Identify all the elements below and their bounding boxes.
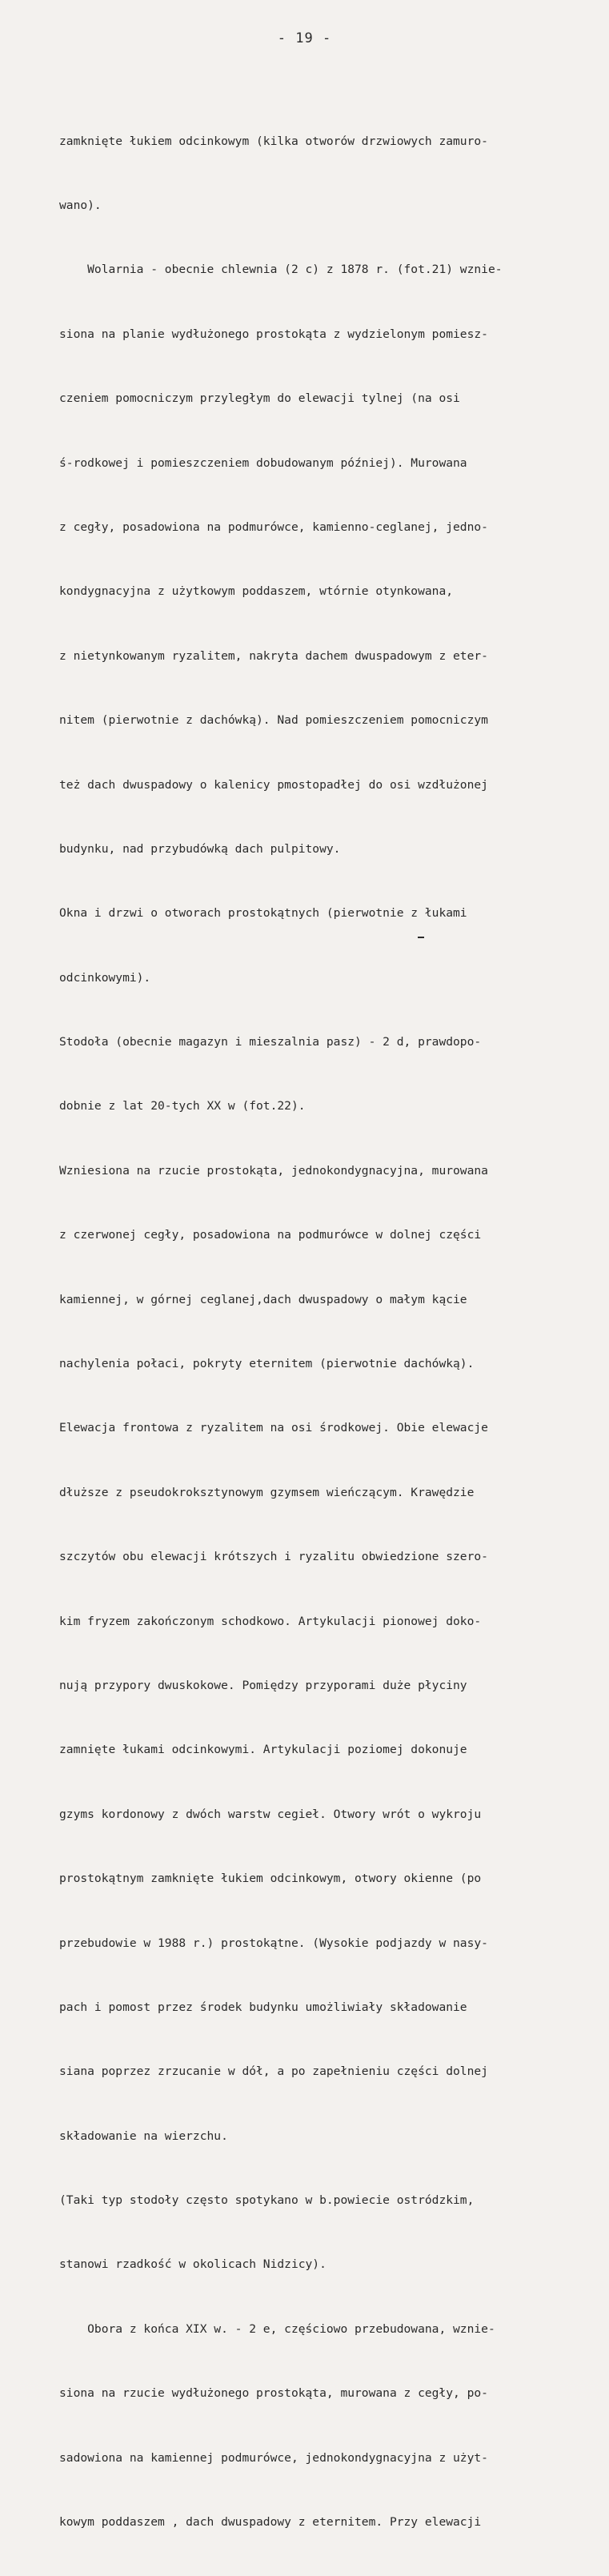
text-line: Elewacja frontowa z ryzalitem na osi środkowej. Obie elewacje	[59, 1421, 488, 1435]
text-line: Wolarnia - obecnie chlewnia (2 c) z 1878 r. (fot.21) wznie-	[59, 263, 503, 277]
text-line: Wzniesiona na rzucie prostokąta, jednokondygnacyjna, murowana	[59, 1163, 488, 1178]
text-line: kim fryzem zakończonym schodkowo. Artykulacji pionowej doko-	[59, 1614, 482, 1628]
text-line: zamknięte łukiem odcinkowym (kilka otworów drzwiowych zamuro-	[59, 134, 488, 148]
text-line: gzyms kordonowy z dwóch warstw cegieł. Otwory wrót o wykroju	[59, 1807, 482, 1821]
text-line: prostokątnym zamknięte łukiem odcinkowym, otwory okienne (po	[59, 1872, 482, 1886]
scan-mark	[418, 937, 424, 938]
text-line: też dach dwuspadowy o kalenicy pmostopadłej do osi wzdłużonej	[59, 777, 488, 792]
text-line: dobnie z lat 20-tych XX w (fot.22).	[59, 1099, 306, 1113]
text-line: pach i pomost przez środek budynku umożliwiały składowanie	[59, 2000, 467, 2014]
text-line: Stodoła (obecnie magazyn i mieszalnia pasz) - 2 d, prawdopo-	[59, 1035, 482, 1049]
text-line: sadowiona na kamiennej podmurówce, jednokondygnacyjna z użyt-	[59, 2450, 488, 2465]
text-line: dłuższe z pseudokroksztynowym gzymsem wieńczącym. Krawędzie	[59, 1485, 475, 1499]
text-line: budynku, nad przybudówką dach pulpitowy.	[59, 841, 341, 856]
text-line: czeniem pomocniczym przyległym do elewacji tylnej (na osi	[59, 391, 460, 406]
text-line: przebudowie w 1988 r.) prostokątne. (Wysokie podjazdy w nasy-	[59, 1936, 488, 1950]
text-line: wano).	[59, 198, 102, 212]
text-line: kamiennej, w górnej ceglanej,dach dwuspadowy o małym kącie	[59, 1292, 467, 1306]
text-line: siana poprzez zrzucanie w dół, a po zapełnieniu części dolnej	[59, 2064, 488, 2079]
text-line: kowym poddaszem , dach dwuspadowy z eternitem. Przy elewacji	[59, 2515, 482, 2530]
text-line: odcinkowymi).	[59, 970, 151, 985]
text-line: nachylenia połaci, pokryty eternitem (pierwotnie dachówką).	[59, 1357, 475, 1371]
text-line: z czerwonej cegły, posadowiona na podmurówce w dolnej części	[59, 1228, 482, 1242]
text-line: nują przypory dwuskokowe. Pomiędzy przyporami duże płyciny	[59, 1678, 467, 1692]
text-line: Obora z końca XIX w. - 2 e, częściowo przebudowana, wznie-	[59, 2321, 495, 2336]
text-line: z nietynkowanym ryzalitem, nakryta dachem dwuspadowym z eter-	[59, 648, 488, 663]
text-line: siona na planie wydłużonego prostokąta z wydzielonym pomiesz-	[59, 327, 488, 341]
text-line: (Taki typ stodoły często spotykano w b.powiecie ostródzkim,	[59, 2193, 475, 2208]
text-line: nitem (pierwotnie z dachówką). Nad pomieszczeniem pomocniczym	[59, 713, 488, 728]
text-line: zamnięte łukami odcinkowymi. Artykulacji poziomej dokonuje	[59, 1743, 467, 1757]
text-line: z cegły, posadowiona na podmurówce, kamienno-ceglanej, jedno-	[59, 520, 488, 534]
text-line: szczytów obu elewacji krótszych i ryzalitu obwiedzione szero-	[59, 1550, 488, 1564]
text-line: siona na rzucie wydłużonego prostokąta, murowana z cegły, po-	[59, 2386, 488, 2401]
text-line: kondygnacyjna z użytkowym poddaszem, wtórnie otynkowana,	[59, 584, 454, 599]
body-text	[59, 88, 587, 2576]
text-line: ś-rodkowej i pomieszczeniem dobudowanym później). Murowana	[59, 455, 467, 470]
text-line: stanowi rzadkość w okolicach Nidzicy).	[59, 2257, 327, 2272]
page-number: - 19 -	[277, 30, 332, 46]
text-line: Okna i drzwi o otworach prostokątnych (pierwotnie z łukami	[59, 906, 467, 921]
text-line: składowanie na wierzchu.	[59, 2129, 228, 2143]
